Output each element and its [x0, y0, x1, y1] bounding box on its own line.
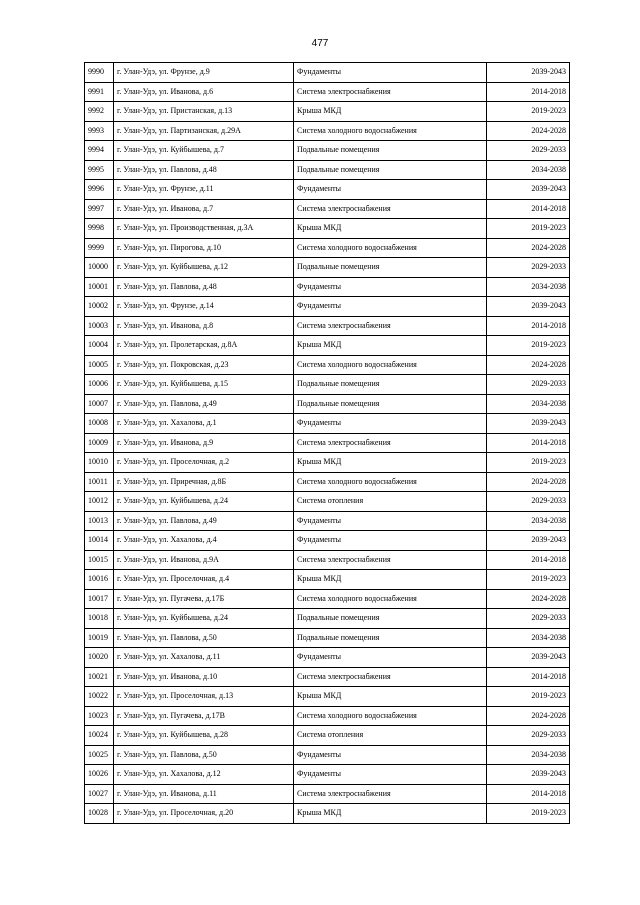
- address-cell: г. Улан-Удэ, ул. Покровская, д.23: [114, 355, 294, 375]
- address-cell: г. Улан-Удэ, ул. Куйбышева, д.24: [114, 492, 294, 512]
- table-row: [85, 219, 570, 239]
- row-number-cell: 10016: [85, 570, 114, 590]
- period-cell: 2014-2018: [487, 199, 570, 219]
- address-cell: г. Улан-Удэ, ул. Пролетарская, д.8А: [114, 336, 294, 356]
- table-row: [85, 511, 570, 531]
- work-type-cell: Фундаменты: [294, 277, 487, 297]
- table-row: [85, 82, 570, 102]
- row-number-cell: 10019: [85, 628, 114, 648]
- row-number-cell: 10009: [85, 433, 114, 453]
- work-type-cell: Крыша МКД: [294, 102, 487, 122]
- work-type-cell: Система электроснабжения: [294, 784, 487, 804]
- period-cell: 2014-2018: [487, 784, 570, 804]
- period-cell: 2019-2023: [487, 453, 570, 473]
- period-cell: 2019-2023: [487, 687, 570, 707]
- address-cell: г. Улан-Удэ, ул. Иванова, д.9: [114, 433, 294, 453]
- address-cell: г. Улан-Удэ, ул. Проселочная, д.13: [114, 687, 294, 707]
- work-type-cell: Система холодного водоснабжения: [294, 355, 487, 375]
- table-row: [85, 667, 570, 687]
- address-cell: г. Улан-Удэ, ул. Павлова, д.50: [114, 628, 294, 648]
- row-number-cell: 10008: [85, 414, 114, 434]
- address-cell: г. Улан-Удэ, ул. Пирогова, д.10: [114, 238, 294, 258]
- work-type-cell: Система электроснабжения: [294, 82, 487, 102]
- row-number-cell: 10013: [85, 511, 114, 531]
- table-row: [85, 589, 570, 609]
- address-cell: г. Улан-Удэ, ул. Хахалова, д.11: [114, 648, 294, 668]
- work-type-cell: Подвальные помещения: [294, 141, 487, 161]
- row-number-cell: 10026: [85, 765, 114, 785]
- table-row: [85, 121, 570, 141]
- work-type-cell: Фундаменты: [294, 511, 487, 531]
- table-row: [85, 453, 570, 473]
- address-cell: г. Улан-Удэ, ул. Фрунзе, д.14: [114, 297, 294, 317]
- address-cell: г. Улан-Удэ, ул. Пугачева, д.17В: [114, 706, 294, 726]
- address-cell: г. Улан-Удэ, ул. Производственная, д.3А: [114, 219, 294, 239]
- row-number-cell: 10018: [85, 609, 114, 629]
- table-row: [85, 336, 570, 356]
- row-number-cell: 10005: [85, 355, 114, 375]
- address-cell: г. Улан-Удэ, ул. Пристанская, д.13: [114, 102, 294, 122]
- work-type-cell: Фундаменты: [294, 765, 487, 785]
- address-cell: г. Улан-Удэ, ул. Проселочная, д.20: [114, 804, 294, 824]
- period-cell: 2024-2028: [487, 472, 570, 492]
- address-cell: г. Улан-Удэ, ул. Павлова, д.49: [114, 511, 294, 531]
- table-row: [85, 199, 570, 219]
- address-cell: г. Улан-Удэ, ул. Проселочная, д.4: [114, 570, 294, 590]
- row-number-cell: 10021: [85, 667, 114, 687]
- period-cell: 2019-2023: [487, 219, 570, 239]
- work-type-cell: Система холодного водоснабжения: [294, 706, 487, 726]
- table-row: [85, 570, 570, 590]
- work-type-cell: Подвальные помещения: [294, 609, 487, 629]
- row-number-cell: 10006: [85, 375, 114, 395]
- row-number-cell: 10022: [85, 687, 114, 707]
- row-number-cell: 9997: [85, 199, 114, 219]
- row-number-cell: 10028: [85, 804, 114, 824]
- row-number-cell: 10003: [85, 316, 114, 336]
- address-cell: г. Улан-Удэ, ул. Иванова, д.9А: [114, 550, 294, 570]
- table-row: [85, 531, 570, 551]
- period-cell: 2029-2033: [487, 141, 570, 161]
- work-type-cell: Система отопления: [294, 726, 487, 746]
- work-type-cell: Фундаменты: [294, 648, 487, 668]
- work-type-cell: Крыша МКД: [294, 570, 487, 590]
- work-type-cell: Система электроснабжения: [294, 199, 487, 219]
- row-number-cell: 9998: [85, 219, 114, 239]
- address-cell: г. Улан-Удэ, ул. Куйбышева, д.15: [114, 375, 294, 395]
- period-cell: 2034-2038: [487, 160, 570, 180]
- table-row: [85, 784, 570, 804]
- period-cell: 2019-2023: [487, 102, 570, 122]
- row-number-cell: 9999: [85, 238, 114, 258]
- work-type-cell: Система холодного водоснабжения: [294, 121, 487, 141]
- table-row: [85, 394, 570, 414]
- period-cell: 2019-2023: [487, 804, 570, 824]
- row-number-cell: 10015: [85, 550, 114, 570]
- period-cell: 2034-2038: [487, 628, 570, 648]
- period-cell: 2024-2028: [487, 121, 570, 141]
- work-type-cell: Фундаменты: [294, 414, 487, 434]
- period-cell: 2014-2018: [487, 550, 570, 570]
- table-row: [85, 238, 570, 258]
- table-row: [85, 375, 570, 395]
- table-row: [85, 297, 570, 317]
- work-type-cell: Система электроснабжения: [294, 550, 487, 570]
- work-type-cell: Фундаменты: [294, 297, 487, 317]
- table-row: [85, 648, 570, 668]
- period-cell: 2039-2043: [487, 297, 570, 317]
- row-number-cell: 9992: [85, 102, 114, 122]
- work-type-cell: Крыша МКД: [294, 336, 487, 356]
- work-type-cell: Система холодного водоснабжения: [294, 238, 487, 258]
- address-cell: г. Улан-Удэ, ул. Иванова, д.8: [114, 316, 294, 336]
- address-cell: г. Улан-Удэ, ул. Иванова, д.7: [114, 199, 294, 219]
- work-type-cell: Крыша МКД: [294, 804, 487, 824]
- period-cell: 2039-2043: [487, 531, 570, 551]
- registry-table-body: [85, 63, 570, 824]
- work-type-cell: Подвальные помещения: [294, 394, 487, 414]
- address-cell: г. Улан-Удэ, ул. Иванова, д.10: [114, 667, 294, 687]
- row-number-cell: 10023: [85, 706, 114, 726]
- row-number-cell: 10010: [85, 453, 114, 473]
- period-cell: 2029-2033: [487, 258, 570, 278]
- row-number-cell: 9994: [85, 141, 114, 161]
- table-row: [85, 277, 570, 297]
- work-type-cell: Система электроснабжения: [294, 433, 487, 453]
- table-row: [85, 180, 570, 200]
- table-row: [85, 706, 570, 726]
- work-type-cell: Фундаменты: [294, 180, 487, 200]
- table-row: [85, 316, 570, 336]
- period-cell: 2034-2038: [487, 277, 570, 297]
- table-row: [85, 414, 570, 434]
- work-type-cell: Фундаменты: [294, 745, 487, 765]
- table-row: [85, 472, 570, 492]
- row-number-cell: 10001: [85, 277, 114, 297]
- address-cell: г. Улан-Удэ, ул. Фрунзе, д.11: [114, 180, 294, 200]
- address-cell: г. Улан-Удэ, ул. Куйбышева, д.28: [114, 726, 294, 746]
- page-number: 477: [311, 38, 329, 49]
- period-cell: 2024-2028: [487, 589, 570, 609]
- row-number-cell: 9996: [85, 180, 114, 200]
- registry-table: [84, 62, 570, 824]
- table-row: [85, 102, 570, 122]
- table-row: [85, 492, 570, 512]
- address-cell: г. Улан-Удэ, ул. Пугачева, д.17Б: [114, 589, 294, 609]
- period-cell: 2029-2033: [487, 609, 570, 629]
- period-cell: 2024-2028: [487, 355, 570, 375]
- table-row: [85, 745, 570, 765]
- period-cell: 2014-2018: [487, 82, 570, 102]
- period-cell: 2034-2038: [487, 745, 570, 765]
- period-cell: 2034-2038: [487, 394, 570, 414]
- table-row: [85, 550, 570, 570]
- row-number-cell: 9990: [85, 63, 114, 83]
- row-number-cell: 9991: [85, 82, 114, 102]
- table-row: [85, 726, 570, 746]
- work-type-cell: Система холодного водоснабжения: [294, 472, 487, 492]
- period-cell: 2034-2038: [487, 511, 570, 531]
- address-cell: г. Улан-Удэ, ул. Партизанская, д.29А: [114, 121, 294, 141]
- row-number-cell: 10007: [85, 394, 114, 414]
- period-cell: 2039-2043: [487, 180, 570, 200]
- row-number-cell: 10000: [85, 258, 114, 278]
- work-type-cell: Крыша МКД: [294, 687, 487, 707]
- address-cell: г. Улан-Удэ, ул. Павлова, д.48: [114, 160, 294, 180]
- period-cell: 2039-2043: [487, 648, 570, 668]
- table-row: [85, 63, 570, 83]
- address-cell: г. Улан-Удэ, ул. Иванова, д.6: [114, 82, 294, 102]
- work-type-cell: Крыша МКД: [294, 453, 487, 473]
- table-row: [85, 687, 570, 707]
- row-number-cell: 10004: [85, 336, 114, 356]
- period-cell: 2039-2043: [487, 765, 570, 785]
- period-cell: 2029-2033: [487, 375, 570, 395]
- period-cell: 2029-2033: [487, 726, 570, 746]
- table-row: [85, 433, 570, 453]
- address-cell: г. Улан-Удэ, ул. Фрунзе, д.9: [114, 63, 294, 83]
- address-cell: г. Улан-Удэ, ул. Иванова, д.11: [114, 784, 294, 804]
- address-cell: г. Улан-Удэ, ул. Павлова, д.50: [114, 745, 294, 765]
- period-cell: 2014-2018: [487, 667, 570, 687]
- row-number-cell: 9995: [85, 160, 114, 180]
- row-number-cell: 10017: [85, 589, 114, 609]
- table-row: [85, 765, 570, 785]
- row-number-cell: 10027: [85, 784, 114, 804]
- row-number-cell: 10011: [85, 472, 114, 492]
- work-type-cell: Фундаменты: [294, 531, 487, 551]
- row-number-cell: 10024: [85, 726, 114, 746]
- address-cell: г. Улан-Удэ, ул. Хахалова, д.12: [114, 765, 294, 785]
- period-cell: 2014-2018: [487, 433, 570, 453]
- address-cell: г. Улан-Удэ, ул. Хахалова, д.4: [114, 531, 294, 551]
- table-row: [85, 804, 570, 824]
- address-cell: г. Улан-Удэ, ул. Павлова, д.48: [114, 277, 294, 297]
- period-cell: 2019-2023: [487, 570, 570, 590]
- table-row: [85, 258, 570, 278]
- address-cell: г. Улан-Удэ, ул. Проселочная, д.2: [114, 453, 294, 473]
- row-number-cell: 10025: [85, 745, 114, 765]
- row-number-cell: 9993: [85, 121, 114, 141]
- work-type-cell: Подвальные помещения: [294, 160, 487, 180]
- work-type-cell: Крыша МКД: [294, 219, 487, 239]
- period-cell: 2029-2033: [487, 492, 570, 512]
- work-type-cell: Фундаменты: [294, 63, 487, 83]
- period-cell: 2039-2043: [487, 63, 570, 83]
- work-type-cell: Подвальные помещения: [294, 375, 487, 395]
- row-number-cell: 10012: [85, 492, 114, 512]
- row-number-cell: 10014: [85, 531, 114, 551]
- table-row: [85, 160, 570, 180]
- row-number-cell: 10002: [85, 297, 114, 317]
- address-cell: г. Улан-Удэ, ул. Куйбышева, д.12: [114, 258, 294, 278]
- table-row: [85, 628, 570, 648]
- address-cell: г. Улан-Удэ, ул. Павлова, д.49: [114, 394, 294, 414]
- work-type-cell: Подвальные помещения: [294, 628, 487, 648]
- work-type-cell: Система электроснабжения: [294, 316, 487, 336]
- table-row: [85, 355, 570, 375]
- period-cell: 2039-2043: [487, 414, 570, 434]
- address-cell: г. Улан-Удэ, ул. Куйбышева, д.24: [114, 609, 294, 629]
- table-row: [85, 609, 570, 629]
- period-cell: 2014-2018: [487, 316, 570, 336]
- work-type-cell: Система холодного водоснабжения: [294, 589, 487, 609]
- address-cell: г. Улан-Удэ, ул. Приречная, д.8Б: [114, 472, 294, 492]
- period-cell: 2024-2028: [487, 706, 570, 726]
- work-type-cell: Система электроснабжения: [294, 667, 487, 687]
- address-cell: г. Улан-Удэ, ул. Куйбышева, д.7: [114, 141, 294, 161]
- address-cell: г. Улан-Удэ, ул. Хахалова, д.1: [114, 414, 294, 434]
- work-type-cell: Система отопления: [294, 492, 487, 512]
- period-cell: 2024-2028: [487, 238, 570, 258]
- table-row: [85, 141, 570, 161]
- row-number-cell: 10020: [85, 648, 114, 668]
- period-cell: 2019-2023: [487, 336, 570, 356]
- work-type-cell: Подвальные помещения: [294, 258, 487, 278]
